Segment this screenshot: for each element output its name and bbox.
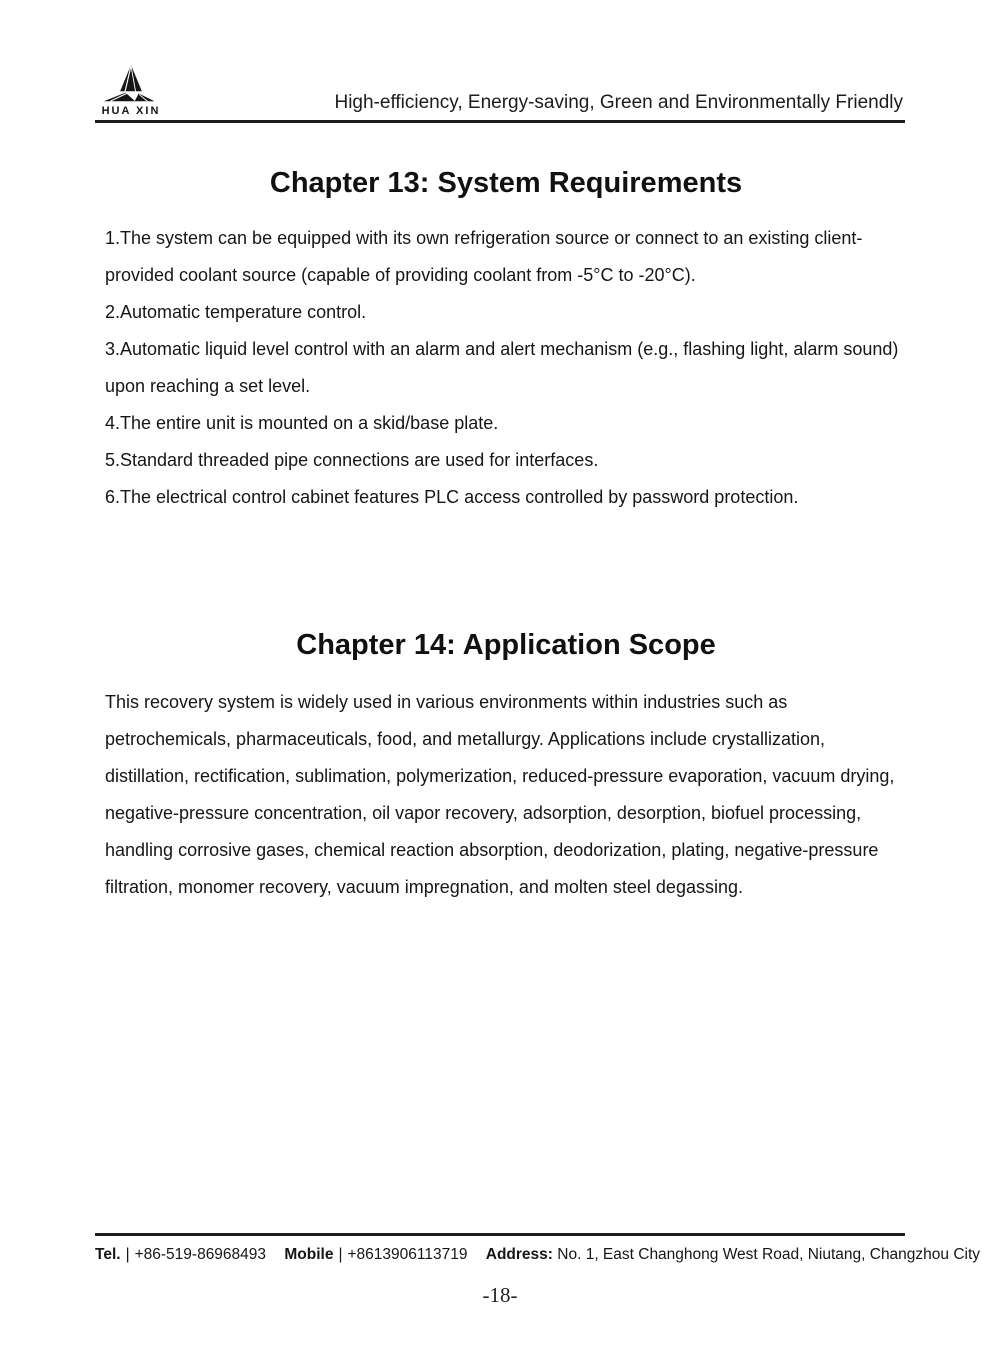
chapter-13-title: Chapter 13: System Requirements xyxy=(269,167,743,199)
mobile-separator: | xyxy=(338,1246,343,1263)
company-logo xyxy=(95,64,167,117)
page-header xyxy=(95,0,905,123)
chapter-14-title: Chapter 14: Application Scope xyxy=(296,629,716,661)
mobile-label: Mobile xyxy=(284,1246,334,1263)
requirement-item-3: 3.Automatic liquid level control with an alarm and alert mechanism (e.g., flashing light, alarm sound) upon reaching a set level. xyxy=(105,339,899,396)
tel-label: Tel. xyxy=(95,1246,121,1263)
tel-separator: | xyxy=(125,1246,130,1263)
requirement-item-2: 2.Automatic temperature control. xyxy=(105,302,367,322)
footer-mobile xyxy=(284,1246,467,1263)
chapter-14-paragraph: This recovery system is widely used in various environments within industries such as petrochemicals, pharmaceuticals, food, and metallurgy. Applications include crystallization, distillation, rectification, sublimation, polymerization, reduced-pressure evaporation, vacuum drying, negative-pressure concentration, oil vapor recovery, adsorption, desorption, biofuel processing, handling corrosive gases, chemical reaction absorption, deodorization, plating, negative-pressure filtration, monomer recovery, vacuum impregnation, and molten steel degassing. xyxy=(105,692,895,897)
header-tagline: High-efficiency, Energy-saving, Green and Environmentally Friendly xyxy=(334,92,903,113)
footer-tel xyxy=(95,1246,266,1263)
requirement-item-5: 5.Standard threaded pipe connections are used for interfaces. xyxy=(105,450,599,470)
footer-address xyxy=(486,1246,980,1263)
requirement-item-6: 6.The electrical control cabinet features PLC access controlled by password protection. xyxy=(105,487,799,507)
logo-wordmark: HUA XIN xyxy=(101,105,161,117)
mobile-value: +8613906113719 xyxy=(347,1246,468,1263)
mountain-logo-icon xyxy=(102,64,160,104)
address-value: No. 1, East Changhong West Road, Niutang, Changzhou City xyxy=(557,1246,981,1263)
requirement-item-1: 1.The system can be equipped with its own refrigeration source or connect to an existing client-provided coolant source (capable of providing coolant from -5°C to -20°C). xyxy=(105,228,863,285)
tel-value: +86-519-86968493 xyxy=(134,1246,267,1263)
document-content xyxy=(105,120,907,906)
page-footer xyxy=(95,1233,981,1264)
requirement-item-4: 4.The entire unit is mounted on a skid/base plate. xyxy=(105,413,499,433)
address-label: Address: xyxy=(485,1246,553,1263)
page-number: -18- xyxy=(482,1283,518,1307)
chapter-13-requirements-list xyxy=(105,220,907,516)
